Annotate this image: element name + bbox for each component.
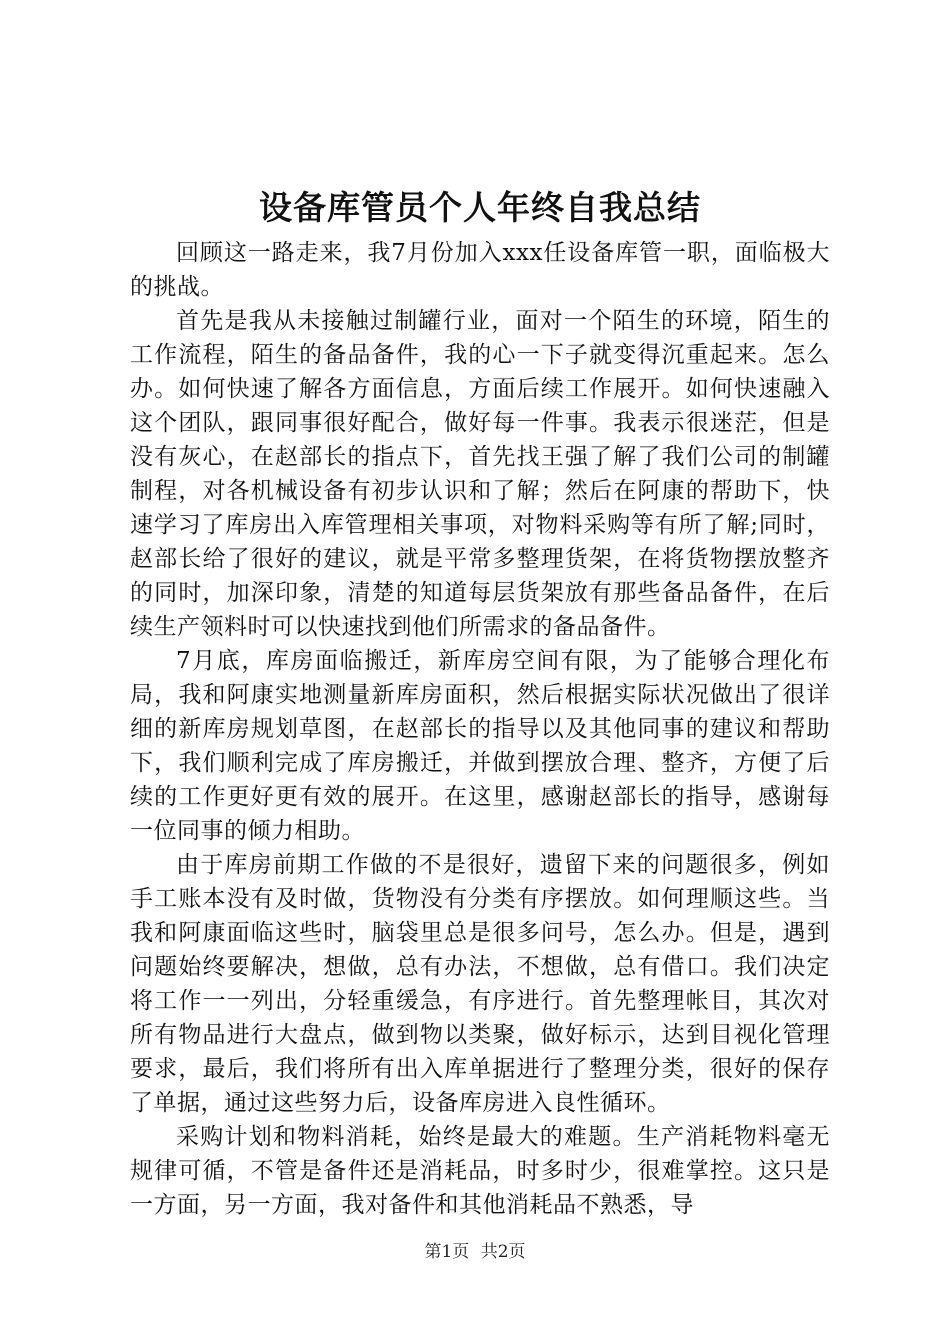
document-title: 设备库管员个人年终自我总结 — [259, 188, 701, 227]
page-number: 第1页 — [424, 1242, 470, 1262]
paragraph-4: 由于库房前期工作做的不是很好，遗留下来的问题很多，例如手工账本没有及时做，货物没有分类有序摆放。如何理顺这些。当我和阿康面临这些时，脑袋里总是很多问号，怎么办。但是，遇到问题始终要解决，想做，总有办法，不想做，总有借口。我们决定将工作一一列出，分轻重缓急，有序进行。首先整理帐目，其次对所有物品进行大盘点，做到物以类聚，做好标示，达到目视化管理要求，最后，我们将所有出入库单据进行了整理分类，很好的保存了单据，通过这些努力后，设备库房进入良性循环。 — [130, 852, 830, 1116]
page-total: 共2页 — [480, 1242, 526, 1262]
paragraph-2: 首先是我从未接触过制罐行业，面对一个陌生的环境，陌生的工作流程，陌生的备品备件，我的心一下子就变得沉重起来。怎么办。如何快速了解各方面信息，方面后续工作展开。如何快速融入这个团队，跟同事很好配合，做好每一件事。我表示很迷茫，但是没有灰心，在赵部长的指点下，首先找王强了解了我们公司的制罐制程，对各机械设备有初步认识和了解；然后在阿康的帮助下，快速学习了库房出入库管理相关事项，对物料采购等有所了解;同时，赵部长给了很好的建议，就是平常多整理货架，在将货物摆放整齐的同时，加深印象，清楚的知道每层货架放有那些备品备件，在后续生产领料时可以快速找到他们所需求的备品备件。 — [130, 308, 830, 640]
paragraph-1: 回顾这一路走来，我7月份加入xxx任设备库管一职，面临极大的挑战。 — [130, 240, 830, 300]
paragraph-3: 7月底，库房面临搬迁，新库房空间有限，为了能够合理化布局，我和阿康实地测量新库房面积，然后根据实际状况做出了很详细的新库房规划草图，在赵部长的指导以及其他同事的建议和帮助下，我们顺利完成了库房搬迁，并做到摆放合理、整齐，方便了后续的工作更好更有效的展开。在这里，感谢赵部长的指导，感谢每一位同事的倾力相助。 — [130, 648, 830, 844]
document-body — [130, 236, 830, 1218]
paragraph-5: 采购计划和物料消耗，始终是最大的难题。生产消耗物料毫无规律可循，不管是备件还是消耗品，时多时少，很难掌控。这只是一方面，另一方面，我对备件和其他消耗品不熟悉，导 — [130, 1124, 830, 1218]
page-footer — [0, 1240, 950, 1264]
